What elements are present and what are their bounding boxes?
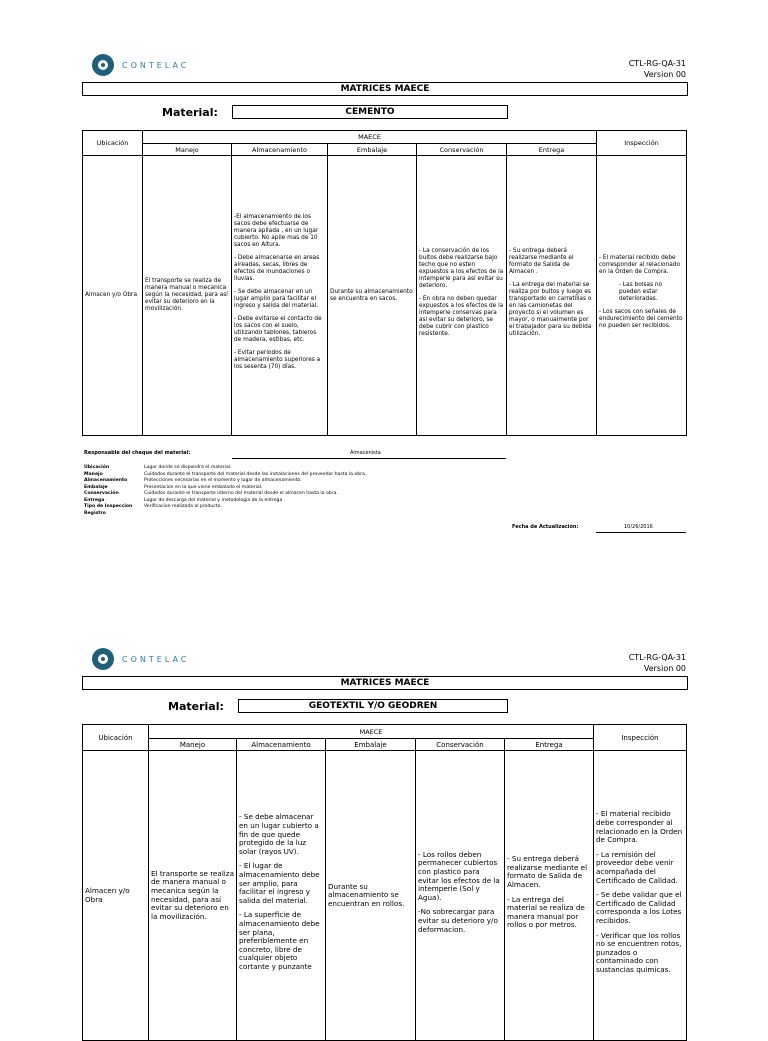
header-conservacion: Conservación xyxy=(417,144,507,156)
cell-conservacion xyxy=(416,751,505,1041)
definition-row: Embalaje Presentacion en la que viene embalado el material. xyxy=(84,484,263,490)
material-label: Material: xyxy=(162,106,218,119)
contelac-logo-icon xyxy=(92,648,114,670)
material-value: CEMENTO xyxy=(232,105,508,119)
header-entrega: Entrega xyxy=(507,144,597,156)
brand-name: CONTELAC xyxy=(122,654,190,664)
cell-ubicacion: Almacen y/o Obra xyxy=(83,156,143,436)
document-version: Version 00 xyxy=(643,70,686,79)
cell-inspeccion xyxy=(594,751,687,1041)
responsable-line xyxy=(232,458,506,459)
header-manejo: Manejo xyxy=(143,144,232,156)
cell-entrega xyxy=(507,156,597,436)
document-version: Version 00 xyxy=(643,664,686,673)
header-almacenamiento: Almacenamiento xyxy=(232,144,328,156)
cell-manejo: El transporte se realiza de manera manual o mecanica según la necesidad, para así evitar su deterioro en la movilización. xyxy=(149,751,237,1041)
header-inspeccion: Inspección xyxy=(594,725,687,751)
definition-row: Tipo de Inspeccion Verificacion realizada al producto. xyxy=(84,504,222,509)
company-logo xyxy=(92,648,189,670)
conservacion-item: - En obra no deben quedar expuestos a los efectos de la intemperie conservas para asi evitar su deterioro, se debe cubrir con plastico resistente. xyxy=(419,295,504,337)
definition-row: Manejo Cuidados durante el transporte del material desde las instalaciones del proveedor hasta la obra. xyxy=(84,471,367,477)
fecha-value: 10/26/2016 xyxy=(624,524,653,530)
definition-row: Entrega Lugar de descarga del material y metodologia de la entrega xyxy=(84,497,283,503)
almacenamiento-item: - Se debe almacenar en un lugar cubierto a fin de que quede protegido de la luz solar (rayos UV). xyxy=(239,812,319,856)
inspeccion-item: - Verificar que los rollos no se encuentren rotos, punzados o contaminado con sustancias quimicas. xyxy=(596,930,682,974)
contelac-logo-icon xyxy=(92,54,114,76)
almacenamiento-item: - Debe evitarse el contacto de los sacos con el suelo, utilizando tablones, tableros de madera, estibas, etc. xyxy=(234,316,322,343)
header-embalaje: Embalaje xyxy=(326,739,416,751)
conservacion-item: - La conservación de los bultos debe realizarse bajo techo que no esten expuestos a los efectos de la intemperie para asi evitar su deterioro. xyxy=(419,247,504,289)
inspeccion-item: - Los sacos con señales de endurecimiento del cemento no pueden ser recibidos. xyxy=(599,309,683,329)
almacenamiento-item: - Debe almacenarse en areas aireadas, secas, libres de efectos de inundaciones o lluvias. xyxy=(234,255,320,282)
entrega-item: - Su entrega deberá realizarse mediante el formato de Salida de Almacen. xyxy=(507,854,588,889)
header-conservacion: Conservación xyxy=(416,739,505,751)
entrega-item: - La entrega del material se realiza de manera manual por rollos o por metros. xyxy=(507,894,585,930)
definitions-list xyxy=(84,465,366,517)
brand-name: CONTELAC xyxy=(122,60,190,70)
inspeccion-item: - Las bolsas no pueden estar deterioradas. xyxy=(619,282,663,302)
responsable-label: Responsable del cheque del material: xyxy=(84,450,191,456)
conservacion-item: - Los rollos deben permanecer cubiertos con plastico para evitar los efectos de la intemperie (Sol y Agua). xyxy=(418,849,500,902)
definition-row: Ubicación Lugar donde se dispondra el material. xyxy=(84,465,232,470)
document-code-block xyxy=(629,652,686,674)
maece-matrix xyxy=(82,130,687,436)
almacenamiento-item: - Se debe almacenar en un lugar amplio para facilitar el ingreso y salida del material. xyxy=(234,289,319,309)
cell-entrega xyxy=(505,751,594,1041)
page-title: MATRICES MAECE xyxy=(82,676,688,690)
fecha-line xyxy=(596,532,686,533)
conservacion-item: -No sobrecargar para evitar su deterioro y/o deformacion. xyxy=(418,907,498,934)
cell-manejo: El transporte se realiza de manera manual o mecanica según la necesidad, para así evitar su deterioro en la movilización. xyxy=(143,156,232,436)
entrega-item: - Su entrega deberá realizarse mediante el formato de Salida de Almacen . xyxy=(509,247,574,275)
material-label: Material: xyxy=(168,700,224,713)
header-embalaje: Embalaje xyxy=(328,144,417,156)
header-almacenamiento: Almacenamiento xyxy=(237,739,326,751)
cell-embalaje: Durante su almacenamiento se encuentran en rollos. xyxy=(326,751,416,1041)
inspeccion-item: - El material recibido debe corresponder al relacionado en la Orden de Compra. xyxy=(596,809,683,845)
header-inspeccion: Inspección xyxy=(597,131,687,156)
definition-row: Conservación Cuidados durante el transporte interno del material desde el almacen hasta la obra. xyxy=(84,491,338,496)
almacenamiento-item: - El lugar de almacenamiento debe ser amplio, para facilitar el ingreso y salida del material. xyxy=(239,861,320,905)
document-code: CTL-RG-QA-31 xyxy=(628,59,686,68)
cell-ubicacion: Almacen y/o Obra xyxy=(83,751,149,1041)
cell-conservacion xyxy=(417,156,507,436)
inspeccion-item: - La remisión del proveedor debe venir acompañada del Certificado de Calidad. xyxy=(596,849,678,885)
definition-row: Almacenamiento Protecciones necesarias en el momento y lugar de almacenamiento. xyxy=(84,478,302,483)
cell-almacenamiento xyxy=(232,156,328,436)
header-entrega: Entrega xyxy=(505,739,594,751)
material-value: GEOTEXTIL Y/O GEODREN xyxy=(238,699,508,713)
almacenamiento-item: - La superficie de almacenamiento debe ser plana, preferiblemente en concreto, libre de cualquier objeto cortante y punzante xyxy=(239,910,320,971)
document-code-block xyxy=(629,58,686,80)
company-logo xyxy=(92,54,189,76)
cell-inspeccion xyxy=(597,156,687,436)
cell-almacenamiento xyxy=(237,751,326,1041)
cell-embalaje: Durante su almacenamiento se encuentra en sacos. xyxy=(328,156,417,436)
header-ubicacion: Ubicación xyxy=(83,131,143,156)
almacenamiento-item: - Evitar periodos de almacenamiento superiores a los sesenta (70) días. xyxy=(234,350,321,370)
header-maece: MAECE xyxy=(149,725,594,739)
header-manejo: Manejo xyxy=(149,739,237,751)
inspeccion-item: - El material recibido debe corresponder al relacionado en la Orden de Compra. xyxy=(599,255,681,275)
definition-row: Registro xyxy=(84,510,106,516)
document-code: CTL-RG-QA-31 xyxy=(628,653,686,662)
almacenamiento-item: -El almacenamiento de los sacos debe efectuarse de manera apilada , en un lugar cubierto. No apile mas de 10 sacos en Altura. xyxy=(234,214,319,248)
header-ubicacion: Ubicación xyxy=(83,725,149,751)
inspeccion-item: - Se debe validar que el Certificado de Calidad corresponda a los Lotes recibidos. xyxy=(596,890,682,925)
responsable-value: Almacenista xyxy=(350,450,381,456)
entrega-item: - La entrega del material se realiza por bultos y luego es transportado en carretillas o en las camionetas del proyecto si el volumen es mayor, o manualmente por el trabajador para su debida utilización. xyxy=(509,281,592,337)
page-title: MATRICES MAECE xyxy=(82,82,688,96)
fecha-label: Fecha de Actualización: xyxy=(512,524,579,530)
maece-matrix xyxy=(82,724,687,1041)
header-maece: MAECE xyxy=(143,131,597,144)
